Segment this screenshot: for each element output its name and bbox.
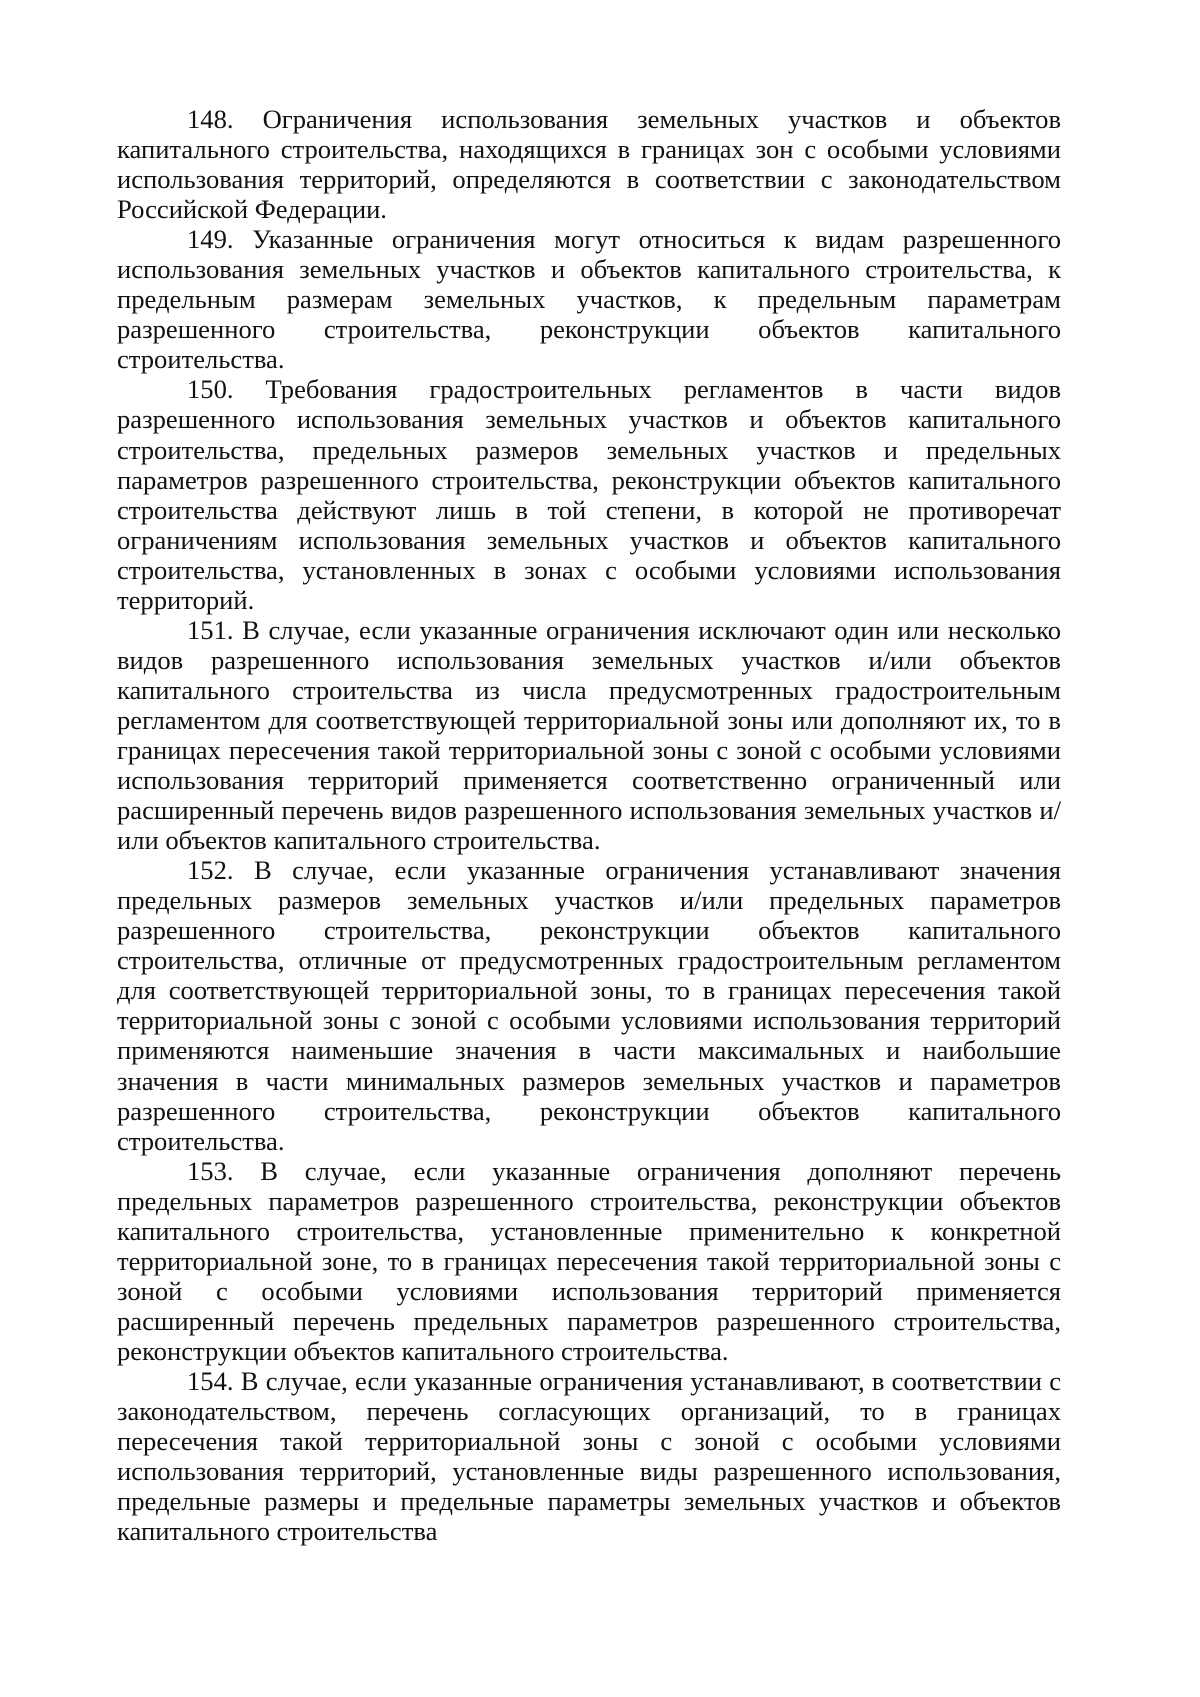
paragraph-151: 151. В случае, если указанные ограничения исключают один или несколько видов разрешенного использования земельных участков и/или объектов капитального строительства из числа предусмотренных градостроительным регламентом для соответствующей территориальной зоны или дополняют их, то в границах пересечения такой территориальной зоны с зоной с особыми условиями использования территорий применяется соответственно ограниченный или расширенный перечень видов разрешенного использования земельных участков и/или объектов капитального строительства. [117,614,1061,856]
document-page [117,104,1061,1546]
paragraph-152: 152. В случае, если указанные ограничения устанавливают значения предельных размеров земельных участков и/или предельных параметров разрешенного строительства, реконструкции объектов капитального строительства, отличные от предусмотренных градостроительным регламентом для соответствующей территориальной зоны, то в границах пересечения такой территориальной зоны с зоной с особыми условиями использования территорий применяются наименьшие значения в части максимальных и наибольшие значения в части минимальных размеров земельных участков и параметров разрешенного строительства, реконструкции объектов капитального строительства. [117,855,1061,1156]
paragraph-148: 148. Ограничения использования земельных участков и объектов капитального строительства, находящихся в границах зон с особыми условиями использования территорий, определяются в соответствии с законодательством Российской Федерации. [117,104,1061,225]
paragraph-149: 149. Указанные ограничения могут относиться к видам разрешенного использования земельных участков и объектов капитального строительства, к предельным размерам земельных участков, к предельным параметрам разрешенного строительства, реконструкции объектов капитального строительства. [117,224,1061,375]
paragraph-153: 153. В случае, если указанные ограничения дополняют перечень предельных параметров разрешенного строительства, реконструкции объектов капитального строительства, установленные применительно к конкретной территориальной зоне, то в границах пересечения такой территориальной зоны с зоной с особыми условиями использования территорий применяется расширенный перечень предельных параметров разрешенного строительства, реконструкции объектов капитального строительства. [117,1155,1061,1366]
paragraph-150: 150. Требования градостроительных регламентов в части видов разрешенного использования земельных участков и объектов капитального строительства, предельных размеров земельных участков и предельных параметров разрешенного строительства, реконструкции объектов капитального строительства действуют лишь в той степени, в которой не противоречат ограничениям использования земельных участков и объектов капитального строительства, установленных в зонах с особыми условиями использования территорий. [117,374,1061,615]
paragraph-154: 154. В случае, если указанные ограничения устанавливают, в соответствии с законодательством, перечень согласующих организаций, то в границах пересечения такой территориальной зоны с зоной с особыми условиями использования территорий, установленные виды разрешенного использования, предельные размеры и предельные параметры земельных участков и объектов капитального строительства [117,1365,1061,1547]
